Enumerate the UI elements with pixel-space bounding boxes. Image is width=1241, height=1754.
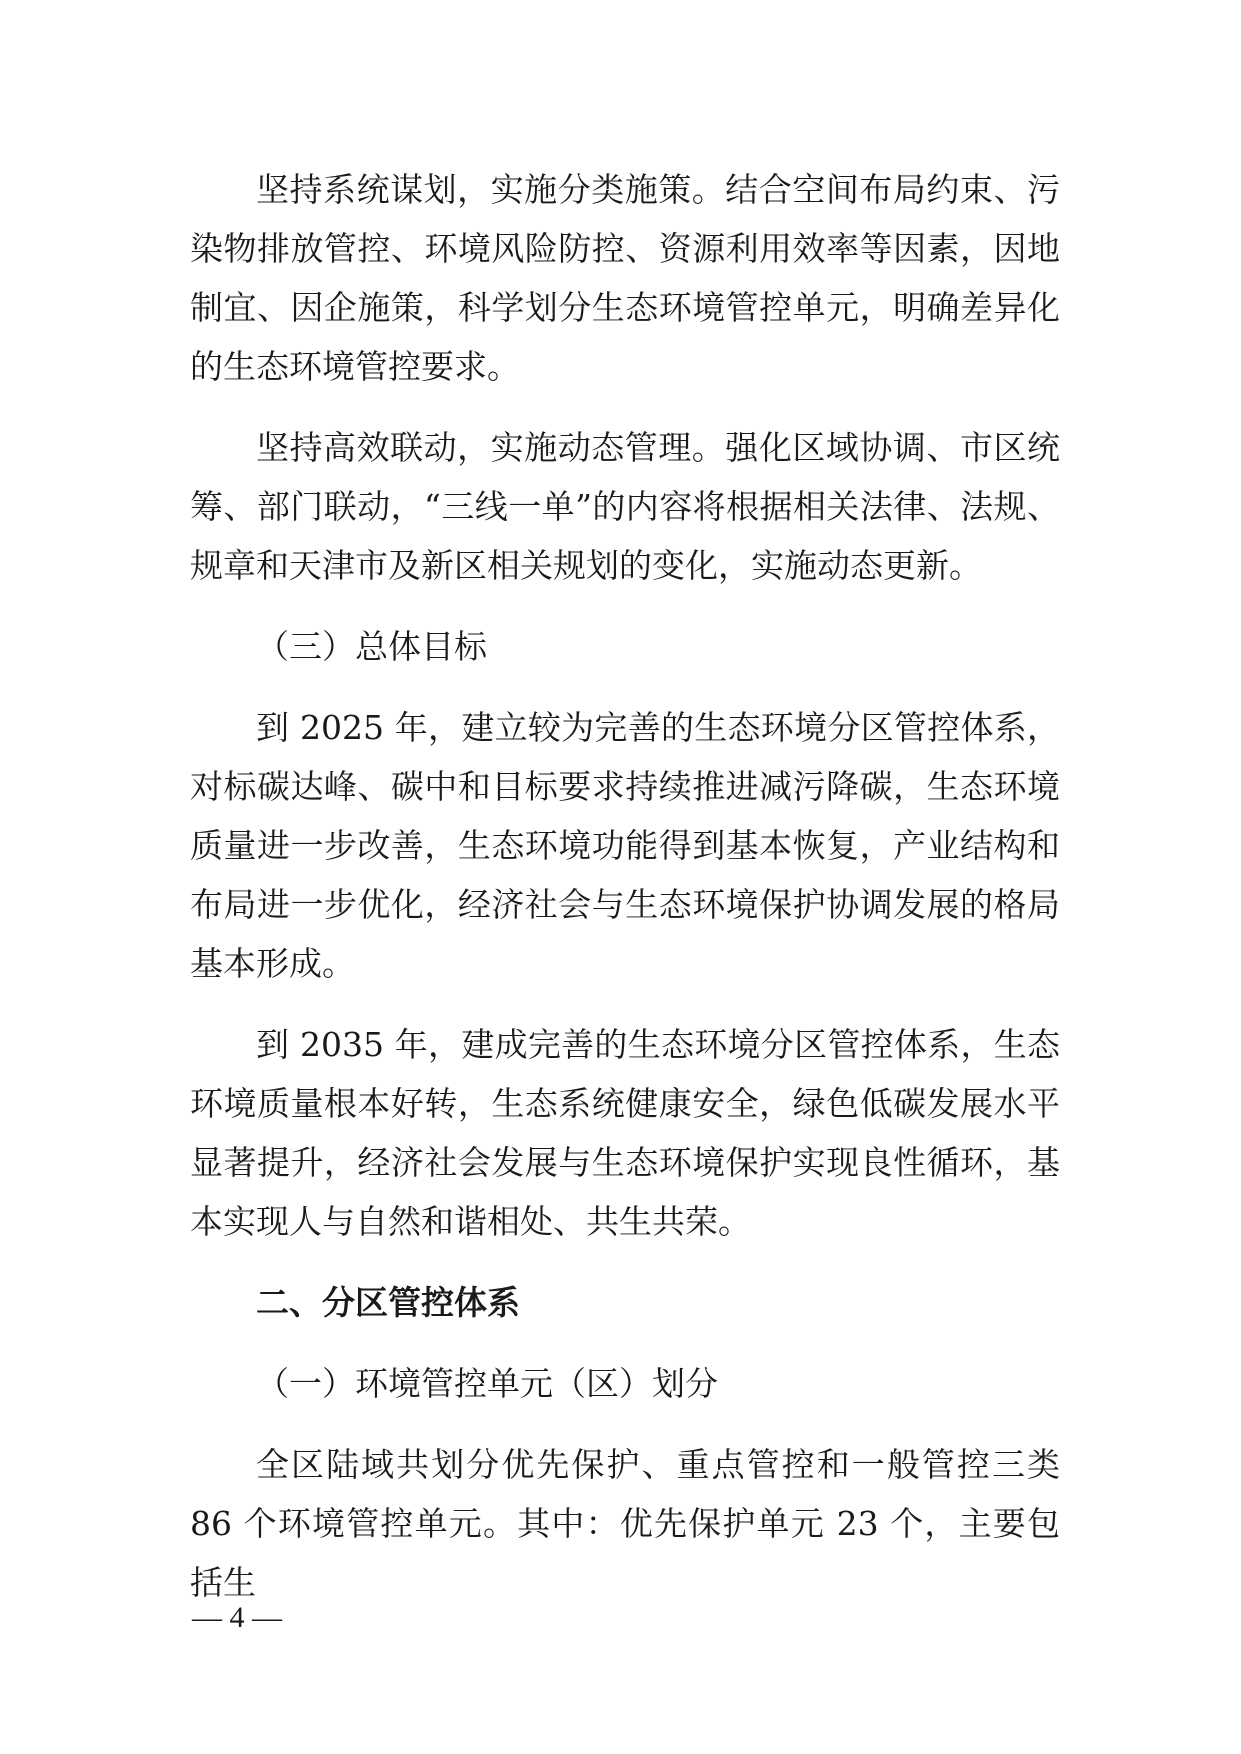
page-number: — 4 —	[192, 1601, 282, 1634]
document-body	[190, 160, 1060, 1634]
paragraph-unit-counts: 全区陆域共划分优先保护、重点管控和一般管控三类 86 个环境管控单元。其中：优先保护单元 23 个，主要包括生	[190, 1445, 1060, 1602]
subheading-overall-goal: （三）总体目标	[256, 627, 487, 666]
paragraph-goal-2035: 到 2035 年，建成完善的生态环境分区管控体系，生态环境质量根本好转，生态系统健康安全，绿色低碳发展水平显著提升，经济社会发展与生态环境保护实现良性循环，基本实现人与自然和谐相处、共生共荣。	[190, 1025, 1060, 1241]
paragraph-goal-2025: 到 2025 年，建立较为完善的生态环境分区管控体系，对标碳达峰、碳中和目标要求持续推进减污降碳，生态环境质量进一步改善，生态环境功能得到基本恢复，产业结构和布局进一步优化，经济社会与生态环境保护协调发展的格局基本形成。	[190, 708, 1060, 983]
paragraph-efficient-linkage: 坚持高效联动，实施动态管理。强化区域协调、市区统筹、部门联动，“三线一单”的内容将根据相关法律、法规、规章和天津市及新区相关规划的变化，实施动态更新。	[190, 428, 1060, 585]
section-heading-zoning-system: 二、分区管控体系	[256, 1283, 520, 1322]
paragraph-systematic-planning: 坚持系统谋划，实施分类施策。结合空间布局约束、污染物排放管控、环境风险防控、资源利用效率等因素，因地制宜、因企施策，科学划分生态环境管控单元，明确差异化的生态环境管控要求。	[190, 170, 1060, 386]
subheading-unit-division: （一）环境管控单元（区）划分	[256, 1364, 718, 1403]
